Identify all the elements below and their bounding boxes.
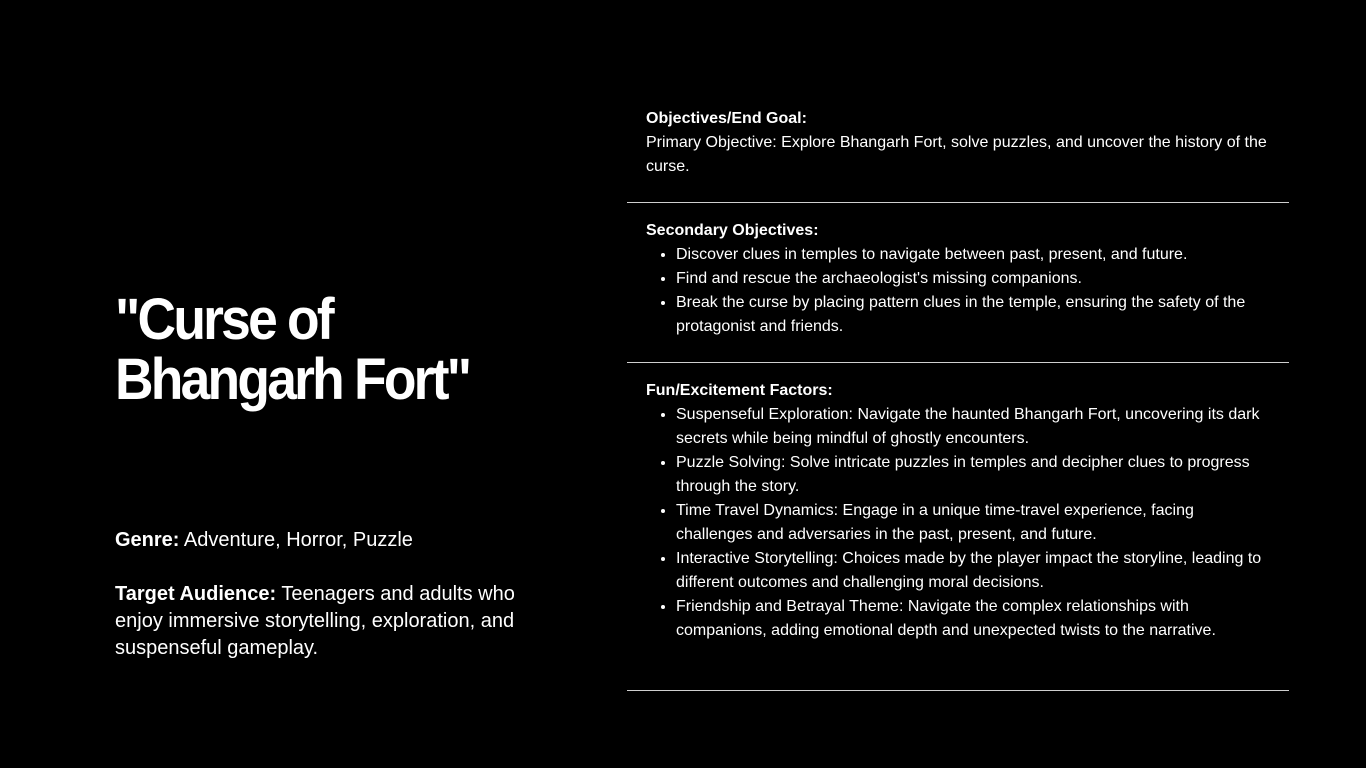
list-item: • Suspenseful Exploration: Navigate the haunted Bhangarh Fort, uncovering its dark secrets while being mindful of ghostly encounters. — [676, 403, 1270, 451]
genre-value: Adventure, Horror, Puzzle — [179, 529, 413, 551]
secondary-objectives-heading: Secondary Objectives: — [646, 222, 819, 239]
list-item: • Time Travel Dynamics: Engage in a unique time-travel experience, facing challenges and adversaries in the past, present, and future. — [676, 499, 1270, 547]
fun-factors-list — [646, 403, 1270, 643]
audience-value: Teenagers and adults who enjoy immersive storytelling, exploration, and suspenseful gameplay. — [115, 583, 515, 659]
audience-label: Target Audience: — [115, 583, 277, 605]
objectives-text: Primary Objective: Explore Bhangarh Fort, solve puzzles, and uncover the history of the curse. — [646, 134, 1267, 175]
list-item: • Break the curse by placing pattern clues in the temple, ensuring the safety of the protagonist and friends. — [676, 291, 1270, 339]
fun-factors-section — [627, 363, 1289, 690]
list-item: • Interactive Storytelling: Choices made by the player impact the storyline, leading to different outcomes and challenging moral decisions. — [676, 547, 1270, 595]
audience-row — [115, 581, 515, 662]
slide-title — [115, 287, 501, 412]
title-line-2: Bhangarh Fort" — [115, 347, 470, 412]
list-item: • Puzzle Solving: Solve intricate puzzles in temples and decipher clues to progress through the story. — [676, 451, 1270, 499]
fun-factors-heading: Fun/Excitement Factors: — [646, 382, 833, 399]
list-item: • Find and rescue the archaeologist's missing companions. — [676, 267, 1270, 291]
divider — [627, 690, 1289, 691]
genre-label: Genre: — [115, 529, 180, 551]
list-item: • Friendship and Betrayal Theme: Navigate the complex relationships with companions, adding emotional depth and unexpected twists to the narrative. — [676, 595, 1270, 643]
objectives-section — [627, 107, 1289, 202]
list-item: • Discover clues in temples to navigate between past, present, and future. — [676, 243, 1270, 267]
title-line-1: "Curse of — [115, 287, 332, 352]
secondary-objectives-section — [627, 203, 1289, 362]
game-meta — [115, 527, 515, 689]
details-panel — [627, 107, 1289, 691]
genre-row — [115, 527, 515, 554]
objectives-heading: Objectives/End Goal: — [646, 110, 807, 127]
secondary-objectives-list — [646, 243, 1270, 339]
